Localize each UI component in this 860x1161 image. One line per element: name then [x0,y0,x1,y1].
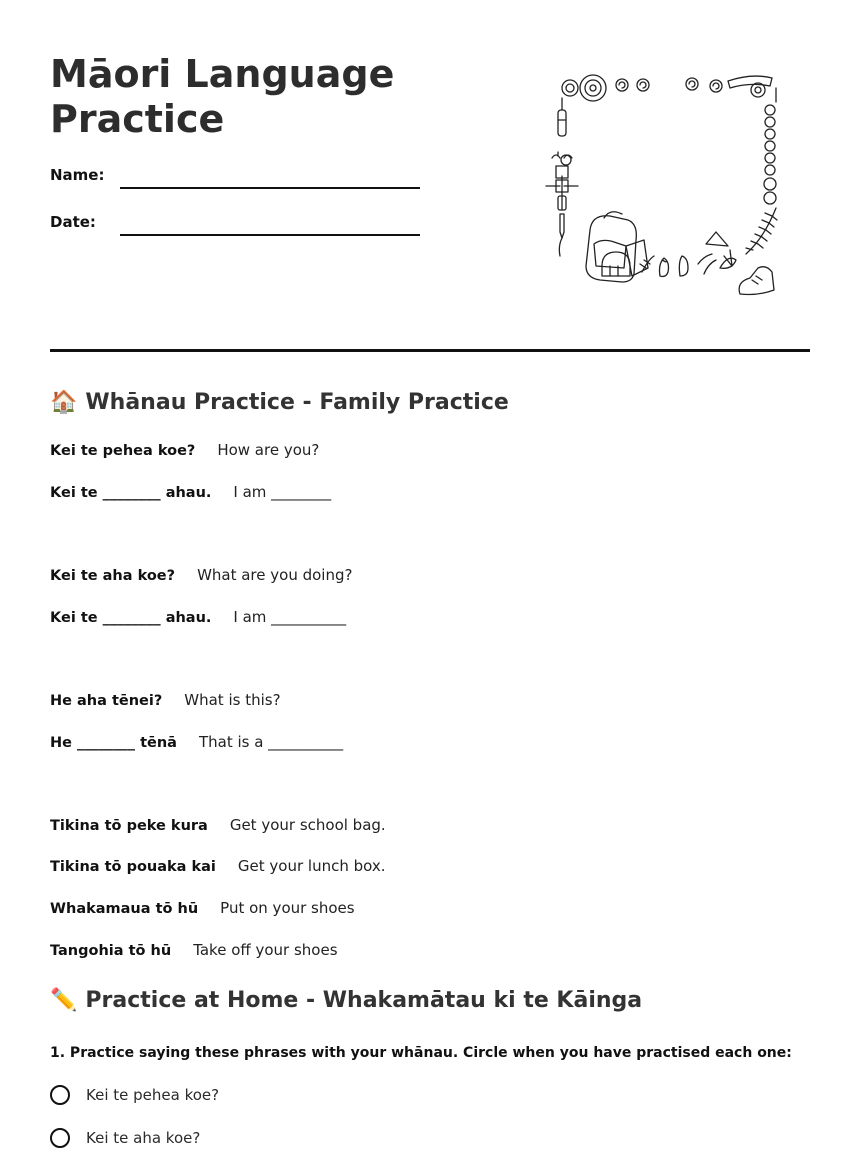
maori-phrase: Kei te aha koe? [50,568,176,584]
section-divider [50,349,810,352]
phrase-row [50,899,355,917]
english-translation: Get your school bag. [229,816,386,834]
english-translation: Put on your shoes [220,899,355,917]
practice-item [50,1128,200,1148]
school-doodle-illustration [540,68,790,300]
section-heading-home [50,988,642,1013]
pencil-icon: ✏️ [50,988,78,1013]
maori-phrase: Kei te ________ ahau. [50,610,212,626]
english-translation: I am ________ [233,483,332,501]
maori-phrase: Tikina tō pouaka kai [50,859,216,875]
practice-item-label: Kei te pehea koe? [86,1086,220,1104]
practice-checkbox[interactable] [50,1085,70,1105]
maori-phrase: Tikina tō peke kura [50,818,208,834]
phrase-row [50,816,386,834]
phrase-row [50,441,319,459]
phrase-row [50,941,338,959]
phrase-row [50,608,346,626]
maori-phrase: Kei te pehea koe? [50,443,196,459]
maori-phrase: He aha tēnei? [50,693,163,709]
english-translation: Get your lunch box. [237,857,386,875]
phrase-row [50,566,352,584]
maori-phrase: Whakamaua tō hū [50,901,199,917]
practice-checkbox[interactable] [50,1128,70,1148]
house-icon: 🏠 [50,390,78,415]
page-title: Māori Language Practice [50,52,395,141]
maori-phrase: He ________ tēnā [50,735,177,751]
date-label: Date: [50,213,96,231]
english-translation: That is a __________ [198,733,344,751]
name-input-line[interactable] [120,187,420,189]
english-translation: What is this? [184,691,281,709]
english-translation: I am __________ [233,608,347,626]
phrase-row [50,733,343,751]
phrase-row [50,857,386,875]
name-label: Name: [50,166,105,184]
phrase-row [50,691,281,709]
phrase-row [50,483,331,501]
english-translation: How are you? [217,441,320,459]
practice-instruction: 1. Practice saying these phrases with your whānau. Circle when you have practised each one: [50,1045,792,1061]
date-input-line[interactable] [120,234,420,236]
practice-item [50,1085,219,1105]
maori-phrase: Tangohia tō hū [50,943,172,959]
english-translation: Take off your shoes [193,941,338,959]
section-heading-text: Whānau Practice - Family Practice [85,390,509,415]
english-translation: What are you doing? [197,566,353,584]
maori-phrase: Kei te ________ ahau. [50,485,212,501]
practice-item-label: Kei te aha koe? [86,1129,201,1147]
section-heading-text: Practice at Home - Whakamātau ki te Kāinga [85,988,643,1013]
section-heading-whanau [50,390,509,415]
